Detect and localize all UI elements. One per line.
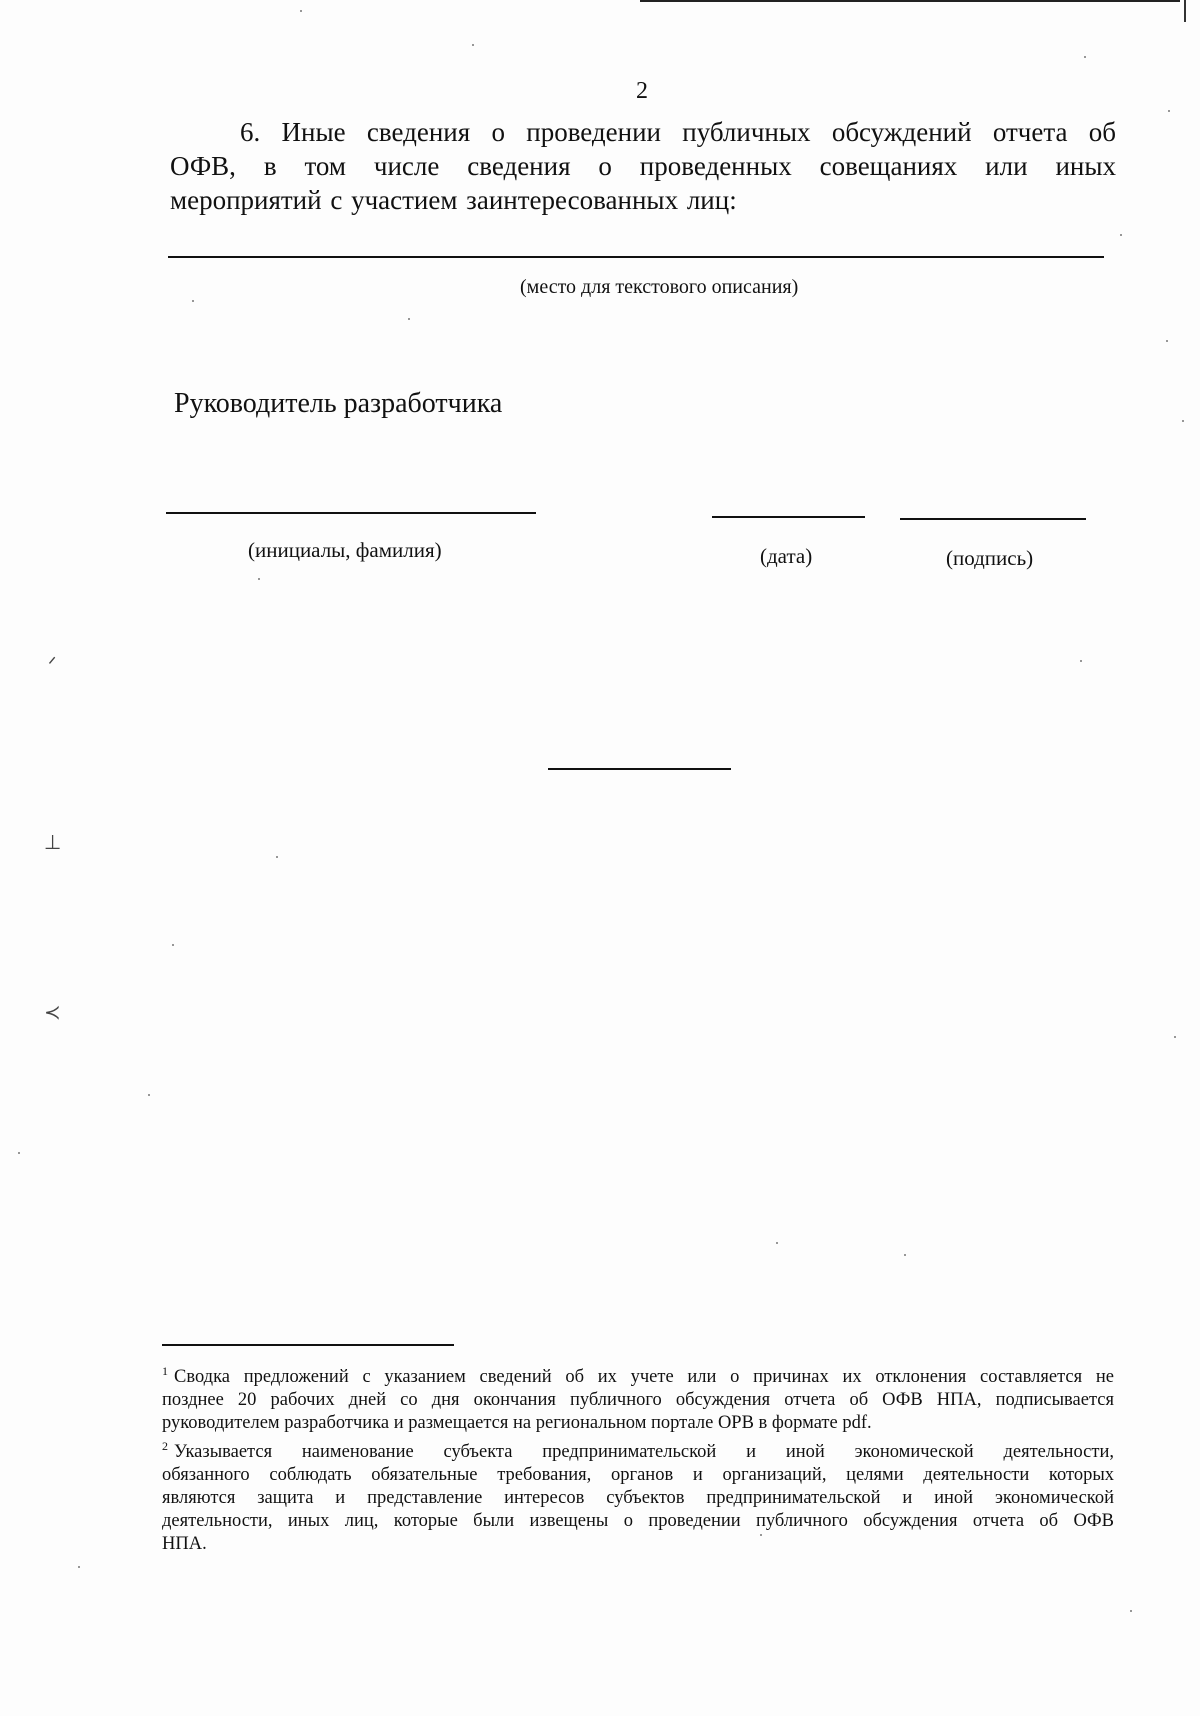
- scan-speck: [148, 1094, 150, 1096]
- paragraph-line: мероприятий с участием заинтересованных лиц:: [170, 185, 737, 215]
- footnote-1: [162, 1360, 1114, 1389]
- scan-speck: [1130, 1610, 1132, 1612]
- scan-speck: [776, 1242, 778, 1244]
- scan-speck: [172, 944, 174, 946]
- footnote-text: деятельности, иных лиц, которые были извещены о проведении публичного обсуждения отчета об ОФВ: [162, 1511, 1114, 1532]
- footnote-separator: [162, 1344, 454, 1346]
- description-fill-line: [168, 256, 1104, 258]
- scan-speck: [1120, 234, 1122, 236]
- scan-speck: [258, 578, 260, 580]
- section-6-paragraph: [170, 115, 1116, 217]
- name-caption: (инициалы, фамилия): [248, 538, 442, 562]
- date-fill-line: [712, 516, 865, 518]
- scan-speck: [1084, 56, 1086, 58]
- footnote-text: руководителем разработчика и размещается на региональном портале ОРВ в формате pdf.: [162, 1413, 872, 1434]
- scan-speck: [472, 44, 474, 46]
- footnote-text: Указывается наименование субъекта предпринимательской и иной экономической деятельности,: [174, 1442, 1114, 1463]
- scan-speck: [1174, 1036, 1176, 1038]
- end-separator: [548, 768, 731, 770]
- signature-fill-line: [900, 518, 1086, 520]
- scan-speck: [1166, 340, 1168, 342]
- scan-mark: ᐟ: [48, 652, 57, 676]
- footnote-mark: 2: [162, 1439, 168, 1454]
- scan-speck: [408, 318, 410, 320]
- scan-speck: [904, 1254, 906, 1256]
- description-caption: (место для текстового описания): [520, 276, 799, 298]
- scan-edge-right: [1184, 0, 1186, 22]
- scan-mark: ⊥: [44, 830, 62, 854]
- scan-speck: [78, 1566, 80, 1568]
- paragraph-line: 6. Иные сведения о проведении публичных обсуждений отчета об: [240, 117, 1116, 147]
- signer-heading: Руководитель разработчика: [174, 388, 503, 419]
- scan-speck: [1182, 420, 1184, 422]
- footnote-2: [162, 1435, 1114, 1464]
- scan-speck: [760, 1534, 762, 1536]
- scan-mark: ≺: [44, 1000, 61, 1024]
- scan-speck: [1080, 660, 1082, 662]
- date-caption: (дата): [760, 544, 813, 568]
- footnote-text: Сводка предложений с указанием сведений об их учете или о причинах их отклонения составляется не: [174, 1367, 1114, 1388]
- paragraph-line: ОФВ, в том числе сведения о проведенных совещаниях или иных: [170, 151, 1116, 181]
- footnote-text: НПА.: [162, 1534, 207, 1555]
- signature-caption: (подпись): [946, 546, 1034, 570]
- footnotes: [162, 1360, 1114, 1556]
- scan-speck: [300, 10, 302, 12]
- scan-speck: [276, 856, 278, 858]
- footnote-text: являются защита и представление интересов субъектов предпринимательской и иной экономической: [162, 1488, 1114, 1509]
- scan-speck: [192, 300, 194, 302]
- scan-speck: [1168, 110, 1170, 112]
- scan-speck: [18, 1152, 20, 1154]
- footnote-text: позднее 20 рабочих дней со дня окончания публичного обсуждения отчета об ОФВ НПА, подписывается: [162, 1390, 1114, 1411]
- footnote-mark: 1: [162, 1364, 168, 1378]
- page-number: 2: [636, 78, 648, 104]
- scan-edge-top: [640, 0, 1180, 2]
- footnote-text: обязанного соблюдать обязательные требования, органов и организаций, целями деятельности которых: [162, 1465, 1114, 1486]
- name-fill-line: [166, 512, 536, 514]
